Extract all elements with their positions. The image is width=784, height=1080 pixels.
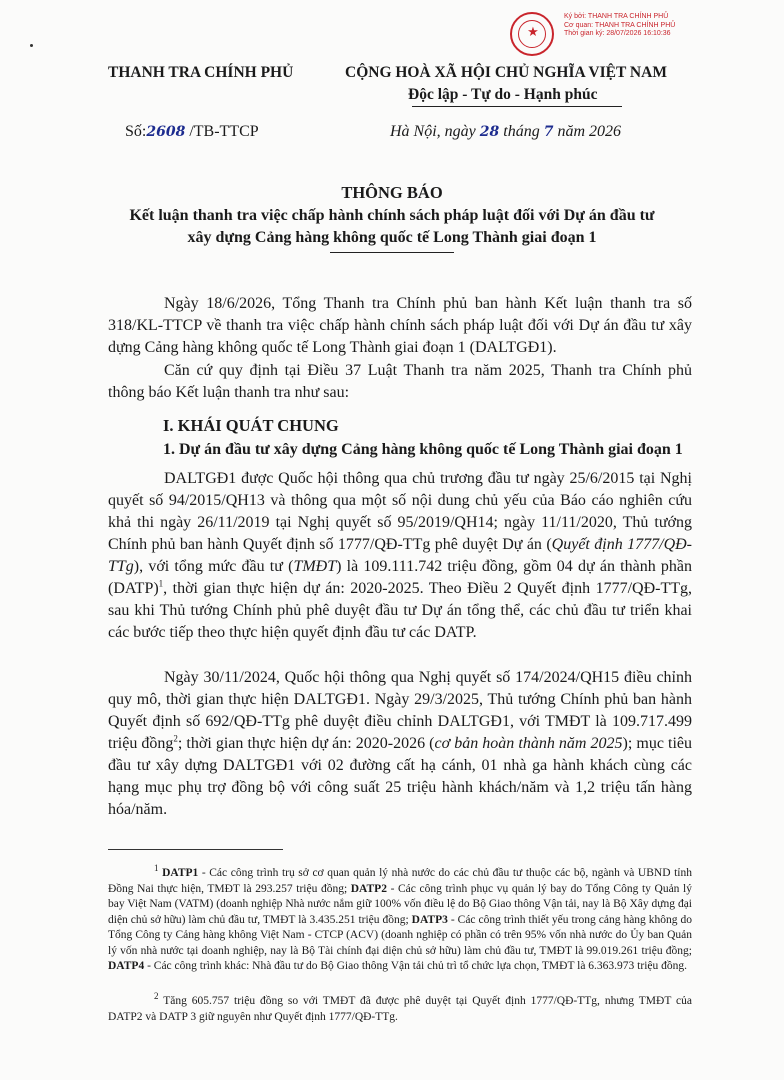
document-title: THÔNG BÁO — [341, 183, 443, 202]
title-underline — [330, 252, 454, 253]
signature-agency: Cơ quan: THANH TRA CHÍNH PHỦ — [564, 21, 676, 29]
subsection-heading: 1. Dự án đầu tư xây dựng Cảng hàng không quốc tế Long Thành giai đoạn 1 — [163, 441, 683, 458]
government-seal-icon — [510, 12, 554, 56]
national-motto: Độc lập - Tự do - Hạnh phúc — [408, 86, 598, 103]
section-heading: I. KHÁI QUÁT CHUNG — [163, 416, 339, 435]
signature-time: Thời gian ký: 28/07/2026 16:10:36 — [564, 30, 671, 37]
issuing-agency: THANH TRA CHÍNH PHỦ — [108, 64, 294, 81]
document-number: Số:2608 /TB-TTCP — [125, 123, 259, 140]
paragraph-project-adjustment: Ngày 30/11/2024, Quốc hội thông qua Nghị quyết số 174/2024/QH15 điều chỉnh quy mô, thời gian thực hiện DALTGĐ1. Ngày 29/3/2025, Thủ tướng Chính phủ ban hành Quyết định số 692/QĐ-TTg phê duyệt điều chỉnh DALTGĐ1, với TMĐT là 109.717.499 triệu đồng$^2$; thời gian thực hiện dự án: 2020-2026 (cơ bản hoàn thành năm 2025); mục tiêu đầu tư xây dựng DALTGĐ1 với 02 đường cất hạ cánh, 01 nhà ga hành khách cùng các hạng mục phụ trợ đồng bộ với công suất 25 triệu hành khách/năm và 1,2 triệu tấn hàng hóa/năm. — [108, 669, 693, 818]
footnote-1: $^1$ DATP1 - Các công trình trụ sở cơ quan quản lý nhà nước do các chủ đầu tư thuộc các bộ, ngành và UBND tỉnh Đồng Nai thực hiện, TMĐT là 293.257 triệu đồng; DATP2 - Các công trình phục vụ quản lý bay do Tổng Công ty Quản lý bay Việt Nam (VATM) (doanh nghiệp Nhà nước nắm giữ 100% vốn điều lệ do Bộ Giao thông Vận tải, nay là Bộ Xây dựng đại diện chủ sở hữu) làm chủ đầu tư, TMĐT là 3.435.251 triệu đồng; DATP3 - Các công trình thiết yếu trong cảng hàng không do Tổng Công ty Cảng hàng không Việt Nam - CTCP (ACV) (doanh nghiệp có phần có trên 95% vốn nhà nước do Ủy ban Quản lý vốn nhà nước tại doanh nghiệp, nay là Bộ Tài chính đại diện chủ sở hữu) làm chủ đầu tư, TMĐT là 99.019.261 triệu đồng; DATP4 - Các công trình khác: Nhà đầu tư do Bộ Giao thông Vận tải chủ trì tổ chức lựa chọn, TMĐT là 6.363.973 triệu đồng. — [108, 863, 692, 972]
paragraph-intro: Ngày 18/6/2026, Tổng Thanh tra Chính phủ ban hành Kết luận thanh tra số 318/KL-TTCP về thanh tra việc chấp hành chính sách pháp luật đối với Dự án đầu tư xây dựng Cảng hàng không quốc tế Long Thành giai đoạn 1 (DALTGĐ1). — [108, 295, 692, 356]
paragraph-basis: Căn cứ quy định tại Điều 37 Luật Thanh tra năm 2025, Thanh tra Chính phủ thông báo Kết luận thanh tra như sau: — [108, 362, 692, 401]
national-title: CỘNG HOÀ XÃ HỘI CHỦ NGHĨA VIỆT NAM — [345, 64, 667, 81]
footnote-2: $^2$ Tăng 605.757 triệu đồng so với TMĐT đã được phê duyệt tại Quyết định 1777/QĐ-TTg, nhưng TMĐT của DATP2 và DATP 3 giữ nguyên như Quyết định 1777/QĐ-TTg. — [108, 991, 692, 1023]
footnote-separator — [108, 849, 283, 850]
motto-underline — [412, 106, 622, 107]
footnote-ref-1: 1 — [158, 578, 164, 589]
scan-speck — [30, 44, 33, 47]
seal-inner-ring — [518, 20, 546, 48]
seal-star-icon: ★ — [527, 25, 539, 40]
handwritten-month: 7 — [543, 124, 554, 140]
digital-signature-info — [564, 13, 675, 39]
document-subtitle: Kết luận thanh tra việc chấp hành chính sách pháp luật đối với Dự án đầu tư xây dựng Cảng hàng không quốc tế Long Thành giai đoạn 1 — [129, 207, 655, 246]
date-line: Hà Nội, ngày 28 tháng 7 năm 2026 — [390, 123, 622, 140]
handwritten-day: 28 — [479, 124, 500, 140]
handwritten-number: 2608 — [146, 124, 186, 140]
paragraph-project-approval: DALTGĐ1 được Quốc hội thông qua chủ trương đầu tư ngày 25/6/2015 tại Nghị quyết số 94/2015/QH13 và thông qua một số nội dung chủ yếu của Báo cáo nghiên cứu khả thi ngày 26/11/2019 tại Nghị quyết số 95/2019/QH14; ngày 11/11/2020, Thủ tướng Chính phủ ban hành Quyết định số 1777/QĐ-TTg phê duyệt Dự án (Quyết định 1777/QĐ-TTg), với tổng mức đầu tư (TMĐT) là 109.111.742 triệu đồng, gồm 04 dự án thành phần (DATP)$^1$, thời gian thực hiện dự án: 2020-2025. Theo Điều 2 Quyết định 1777/QĐ-TTg, sau khi Thủ tướng Chính phủ phê duyệt đầu tư Dự án tổng thể, các chủ đầu tư triển khai các bước tiếp theo thực hiện quyết định đầu tư các DATP. — [108, 470, 693, 641]
signature-signer: Ký bởi: THANH TRA CHÍNH PHỦ — [564, 13, 669, 20]
footnote-ref-2: 2 — [173, 733, 178, 744]
